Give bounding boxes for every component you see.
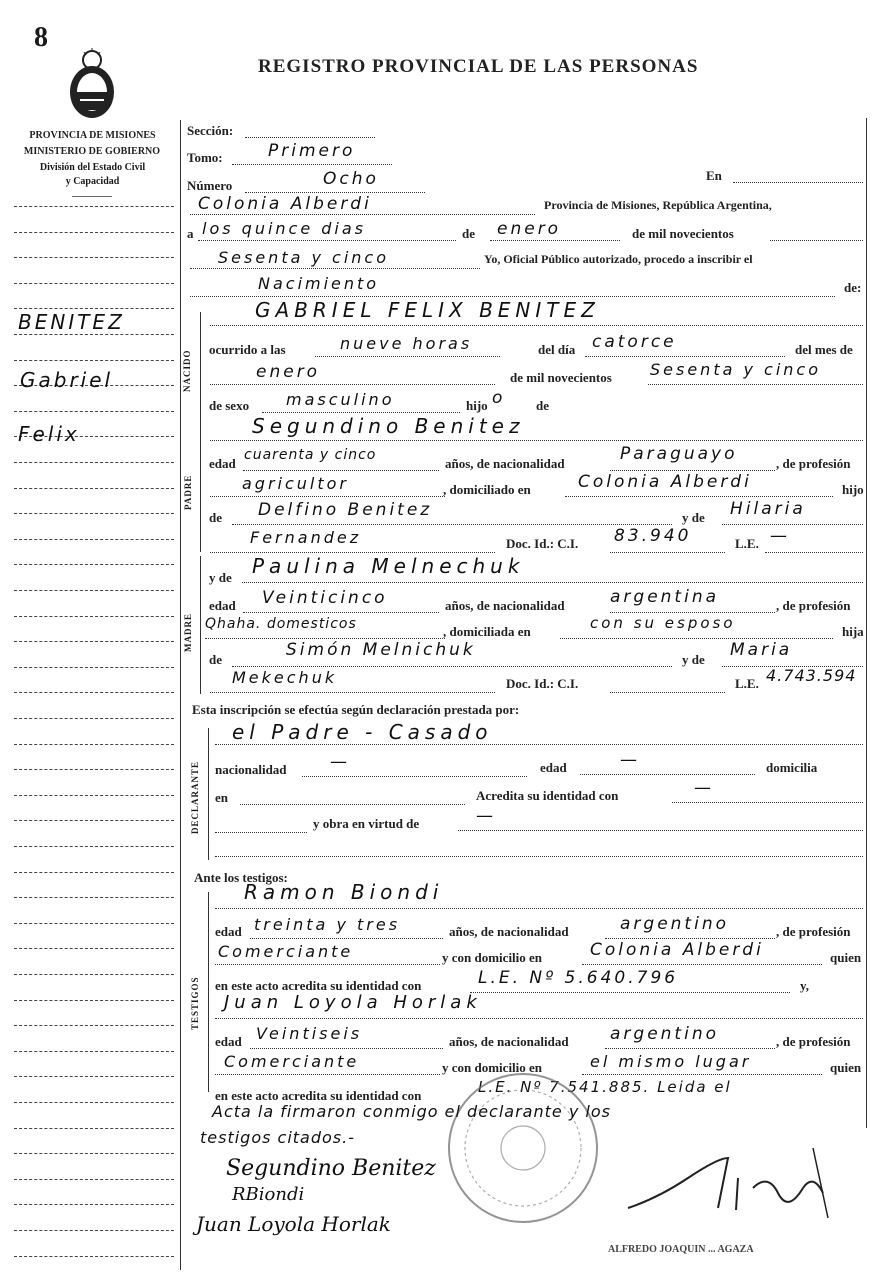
margin-rule-line <box>14 641 174 642</box>
dia-value: los quince dias <box>202 219 367 238</box>
margin-rule-line <box>14 232 174 233</box>
testigos-side-label: TESTIGOS <box>190 976 200 1030</box>
padre-prof-label: , de profesión <box>776 456 851 471</box>
t1-quien-label: quien <box>830 950 862 965</box>
t1-edad-label: edad <box>215 924 242 939</box>
signature-testigo-1: RBiondi <box>232 1184 305 1205</box>
margin-rule-line <box>14 206 174 207</box>
signature-declarante: Segundino Benitez <box>226 1156 436 1181</box>
madre-prof-label: , de profesión <box>776 598 851 613</box>
madre-le-label: L.E. <box>735 676 759 691</box>
padre-ci-value: 83.940 <box>614 526 692 546</box>
signature-oficial <box>618 1138 848 1228</box>
acta-value: Nacimiento <box>258 274 380 293</box>
agency-line-4: y Capacidad <box>65 176 120 187</box>
padre-nac-value: Paraguayo <box>620 444 738 464</box>
padre-nac-label: años, de nacionalidad <box>445 456 565 471</box>
abuela-value: Hilaria <box>730 499 806 519</box>
nacionalidad-label: nacionalidad <box>215 762 287 777</box>
footer-stamp-text: ALFREDO JOAQUIN ... AGAZA <box>608 1244 754 1255</box>
dia-nac-value: catorce <box>592 332 677 352</box>
abuelo-m-value: Simón Melnichuk <box>286 640 476 660</box>
margin-rule-line <box>14 462 174 463</box>
declarante-value: el Padre - Casado <box>232 720 493 744</box>
t2-nac-value: argentino <box>610 1024 719 1044</box>
coat-of-arms-seal <box>64 48 120 122</box>
madre-prof-value: Qhaha. domesticos <box>205 616 357 632</box>
testigo2-value: Juan Loyola Horlak <box>224 992 482 1013</box>
anio-nac-value: Sesenta y cinco <box>650 360 822 379</box>
margin-rule-line <box>14 974 174 975</box>
cierre-line-1: Acta la firmaron conmigo el declarante y los <box>212 1102 611 1121</box>
obra-label: y obra en virtud de <box>313 816 420 831</box>
margin-rule-line <box>14 948 174 949</box>
mil-nov-label: de mil novecientos <box>632 226 734 241</box>
margin-rule-line <box>14 590 174 591</box>
t1-prof-value: Comerciante <box>218 942 354 961</box>
madre-y-de-label: y de <box>209 570 232 585</box>
testigo1-value: Ramon Biondi <box>244 880 444 904</box>
t1-edad-value: treinta y tres <box>254 915 401 934</box>
padre-prof-value: agricultor <box>242 474 350 493</box>
t2-prof-value: Comerciante <box>224 1052 360 1071</box>
margin-rule-line <box>14 1000 174 1001</box>
margin-rule-line <box>14 1230 174 1231</box>
margin-rule-line <box>14 1256 174 1257</box>
margin-rule-line <box>14 1179 174 1180</box>
margin-rule-line <box>14 308 174 309</box>
dec-edad-value: — <box>620 750 640 770</box>
ante-testigos-label: Ante los testigos: <box>194 870 288 885</box>
padre-le-label: L.E. <box>735 536 759 551</box>
domiciliado-label: , domiciliado en <box>443 482 531 497</box>
margin-rule-line <box>14 539 174 540</box>
t2-quien-label: quien <box>830 1060 862 1075</box>
margin-rule-line <box>14 744 174 745</box>
del-mes-label: del mes de <box>795 342 853 357</box>
t2-prof-label: , de profesión <box>776 1034 851 1049</box>
t2-doc-value: L.E. Nº 7.541.885. Leida el <box>478 1078 732 1096</box>
hijo-value: o <box>492 388 506 408</box>
agency-line-2: MINISTERIO DE GOBIERNO <box>23 146 161 157</box>
de-label: de <box>462 226 475 241</box>
margin-rule-line <box>14 1102 174 1103</box>
de-colon-label: de: <box>844 280 862 295</box>
margin-rule-line <box>14 1153 174 1154</box>
margin-rule-line <box>14 1128 174 1129</box>
margin-rule-line <box>14 1076 174 1077</box>
margin-rule-line <box>14 616 174 617</box>
madre-side-label: MADRE <box>183 613 193 652</box>
t1-dom-label: y con domicilio en <box>442 950 543 965</box>
padre-edad-value: cuarenta y cinco <box>244 447 377 463</box>
sexo-label: de sexo <box>209 398 250 413</box>
nacido-side-label: NACIDO <box>182 349 192 392</box>
oficial-label: Yo, Oficial Público autorizado, procedo a inscribir el <box>484 252 753 266</box>
cierre-line-2: testigos citados.- <box>200 1128 355 1147</box>
t2-nac-label: años, de nacionalidad <box>449 1034 569 1049</box>
dec-nac-value: — <box>330 752 350 772</box>
dec-obra-value: — <box>476 806 496 826</box>
domiciliada-label: , domiciliada en <box>443 624 531 639</box>
madre-le-value: 4.743.594 <box>766 666 857 685</box>
mes-value: enero <box>497 219 562 239</box>
official-seal <box>444 1052 602 1244</box>
document-title: REGISTRO PROVINCIAL DE LAS PERSONAS <box>258 56 699 77</box>
margin-rule-line <box>14 411 174 412</box>
madre-dom-value: con su esposo <box>590 614 736 632</box>
madre-edad-value: Veinticinco <box>262 588 388 608</box>
seccion-label: Sección: <box>187 123 234 138</box>
t1-acredita-label: en este acto acredita su identidad con <box>215 978 422 993</box>
t2-edad-label: edad <box>215 1034 242 1049</box>
t1-nac-value: argentino <box>620 914 729 934</box>
margin-rule-line <box>14 360 174 361</box>
margin-rule-line <box>14 795 174 796</box>
del-dia-label: del día <box>538 342 576 357</box>
t2-dom-value: el mismo lugar <box>590 1052 752 1071</box>
agency-line-1: PROVINCIA DE MISIONES <box>29 130 156 141</box>
lugar-value: Colonia Alberdi <box>198 194 372 214</box>
padre-y-de-label: y de <box>682 510 705 525</box>
t2-dom-label: y con domicilio en <box>442 1060 543 1075</box>
padre-value: Segundino Benitez <box>252 414 525 438</box>
margin-rule-line <box>14 334 174 335</box>
en-label: En <box>706 168 722 183</box>
margin-rule-line <box>14 923 174 924</box>
dec-en-label: en <box>215 790 228 805</box>
madre-nac-value: argentina <box>610 587 720 607</box>
page-number: 8 <box>34 22 48 53</box>
margin-rule-line <box>14 692 174 693</box>
margin-rule-line <box>14 283 174 284</box>
margin-rule-line <box>14 564 174 565</box>
t1-doc-value: L.E. Nº 5.640.796 <box>478 968 679 988</box>
domicilia-label: domicilia <box>766 760 818 775</box>
margin-rule-line <box>14 1051 174 1052</box>
mil-nov2-label: de mil novecientos <box>510 370 612 385</box>
padre-dom-value: Colonia Alberdi <box>578 472 752 492</box>
margin-given-name-1: Gabriel <box>20 368 114 392</box>
madre-hija-label: hija <box>842 624 864 639</box>
mes-nac-value: enero <box>256 362 321 382</box>
nombre-value: GABRIEL FELIX BENITEZ <box>255 298 600 322</box>
padre-hijo-label: hijo <box>842 482 864 497</box>
t1-dom-value: Colonia Alberdi <box>590 940 764 960</box>
margin-surname: BENITEZ <box>18 310 125 334</box>
madre-y-de2-label: y de <box>682 652 705 667</box>
agency-line-3: División del Estado Civil <box>39 162 146 173</box>
tomo-label: Tomo: <box>187 150 223 165</box>
abuela-m-apellido-value: Mekechuk <box>232 668 338 687</box>
a-label: a <box>187 226 194 241</box>
abuelo-value: Delfino Benitez <box>258 500 433 520</box>
signature-testigo-2: Juan Loyola Horlak <box>196 1212 391 1236</box>
madre-doc-label: Doc. Id.: C.I. <box>506 676 579 691</box>
numero-label: Número <box>187 178 233 193</box>
margin-rule-line <box>14 820 174 821</box>
dec-acredita-value: — <box>694 778 714 798</box>
margin-rule-line <box>14 897 174 898</box>
madre-nac-label: años, de nacionalidad <box>445 598 565 613</box>
dec-edad-label: edad <box>540 760 567 775</box>
t1-y-label: y, <box>800 978 810 993</box>
t2-acredita-label: en este acto acredita su identidad con <box>215 1088 422 1103</box>
madre-edad-label: edad <box>209 598 236 613</box>
t2-edad-value: Veintiseis <box>256 1024 363 1043</box>
hora-value: nueve horas <box>340 334 473 353</box>
padre-side-label: PADRE <box>183 474 193 510</box>
margin-rule-line <box>14 488 174 489</box>
declarante-side-label: DECLARANTE <box>190 760 200 834</box>
margin-rule-line <box>14 846 174 847</box>
anio-value: Sesenta y cinco <box>218 248 390 267</box>
padre-edad-label: edad <box>209 456 236 471</box>
margin-rule-line <box>14 667 174 668</box>
madre-de-label: de <box>209 652 222 667</box>
margin-rule-line <box>14 769 174 770</box>
margin-given-name-2: Felix <box>18 422 80 446</box>
t1-prof-label: , de profesión <box>776 924 851 939</box>
hijo-label: hijo <box>466 398 488 413</box>
inscripcion-label: Esta inscripción se efectúa según declaración prestada por: <box>192 702 520 717</box>
margin-rule-line <box>14 257 174 258</box>
numero-value: Ocho <box>323 169 379 189</box>
sexo-value: masculino <box>286 390 395 409</box>
madre-value: Paulina Melnechuk <box>252 554 525 578</box>
t1-nac-label: años, de nacionalidad <box>449 924 569 939</box>
padre-de-label: de <box>209 510 222 525</box>
padre-le-value: — <box>770 526 790 546</box>
margin-rule-line <box>14 1025 174 1026</box>
ocurrido-label: ocurrido a las <box>209 342 286 357</box>
abuela-m-value: Maria <box>730 640 793 660</box>
abuela-apellido-value: Fernandez <box>250 528 362 547</box>
padre-doc-label: Doc. Id.: C.I. <box>506 536 579 551</box>
provincia-label: Provincia de Misiones, República Argentina, <box>544 198 772 212</box>
margin-rule-line <box>14 872 174 873</box>
margin-rule-line <box>14 513 174 514</box>
margin-rule-line <box>14 1204 174 1205</box>
acredita-label: Acredita su identidad con <box>476 788 619 803</box>
hijo-de-label: de <box>536 398 549 413</box>
tomo-value: Primero <box>268 141 356 161</box>
margin-rule-line <box>14 718 174 719</box>
